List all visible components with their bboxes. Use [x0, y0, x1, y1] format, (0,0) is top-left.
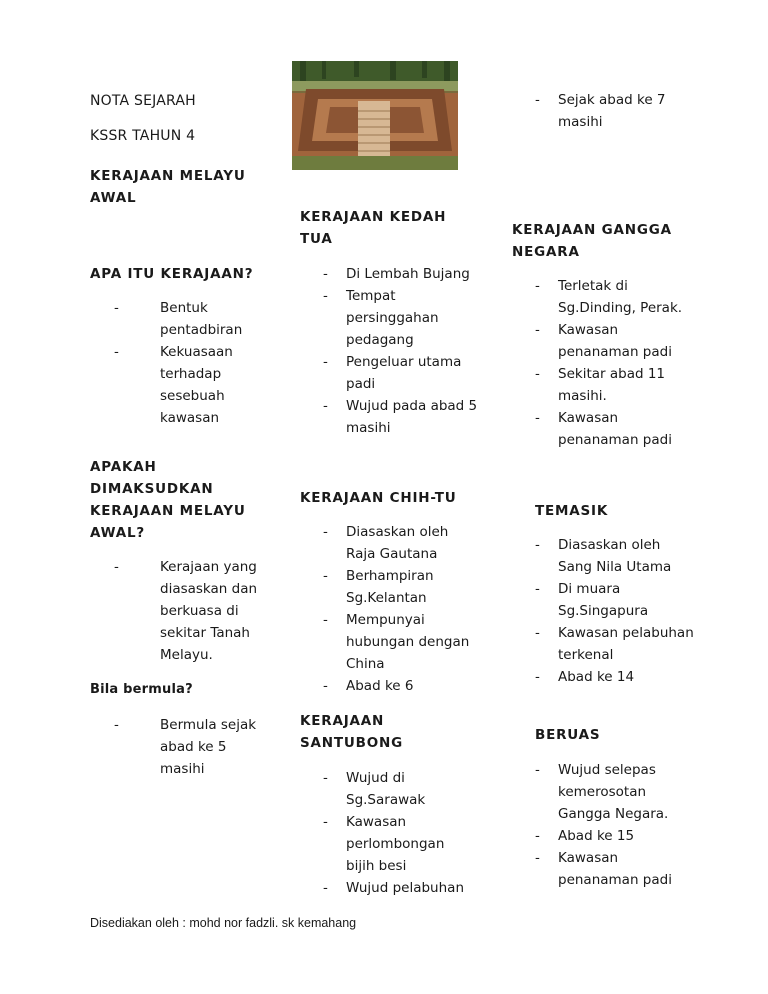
list-item: - Sejak abad ke 7 masihi: [535, 89, 685, 133]
list-item: - Sekitar abad 11 masihi.: [535, 363, 695, 407]
list-item: - Di Lembah Bujang: [323, 263, 483, 285]
heading-temasik: TEMASIK: [535, 503, 609, 519]
heading-bila-bermula: Bila bermula?: [90, 682, 193, 697]
list-item: - Kawasan penanaman padi: [535, 319, 695, 363]
list-item: - Bermula sejak abad ke 5 masihi: [114, 714, 274, 780]
list-gangga-negara: [535, 275, 695, 451]
list-bila-bermula: [114, 714, 274, 780]
document-title: NOTA SEJARAH: [90, 93, 196, 109]
list-temasik: [535, 534, 695, 688]
list-kedah-tua: [323, 263, 483, 439]
list-item: - Wujud pada abad 5 masihi: [323, 395, 483, 439]
list-item: - Kekuasaan terhadap sesebuah kawasan: [114, 341, 282, 429]
list-item: - Berhampiran Sg.Kelantan: [323, 565, 473, 609]
list-item: - Kawasan penanaman padi: [535, 847, 695, 891]
list-item: - Di muara Sg.Singapura: [535, 578, 695, 622]
list-item: - Kawasan pelabuhan terkenal: [535, 622, 695, 666]
list-apa-itu-kerajaan: [114, 297, 282, 429]
list-beruas: [535, 759, 695, 891]
list-item: - Diasaskan oleh Sang Nila Utama: [535, 534, 695, 578]
list-item: - Wujud pelabuhan: [323, 877, 473, 899]
list-item: - Abad ke 14: [535, 666, 695, 688]
list-item: - Mempunyai hubungan dengan China: [323, 609, 473, 675]
heading-kerajaan-chih-tu: KERAJAAN CHIH-TU: [300, 490, 457, 506]
list-santubong: [323, 767, 473, 899]
heading-apakah-dimaksudkan: APAKAH DIMAKSUDKAN KERAJAAN MELAYU AWAL?: [90, 459, 246, 541]
list-item: - Tempat persinggahan pedagang: [323, 285, 483, 351]
list-item: - Abad ke 6: [323, 675, 473, 697]
list-chih-tu: [323, 521, 473, 697]
list-item: - Kerajaan yang diasaskan dan berkuasa di sekitar Tanah Melayu.: [114, 556, 274, 666]
list-item: - Wujud selepas kemerosotan Gangga Negara.: [535, 759, 695, 825]
list-item: - Wujud di Sg.Sarawak: [323, 767, 473, 811]
heading-apa-itu-kerajaan: APA ITU KERAJAAN?: [90, 266, 254, 282]
document-subtitle: KSSR TAHUN 4: [90, 128, 196, 144]
heading-kerajaan-santubong: KERAJAAN SANTUBONG: [300, 713, 403, 751]
heading-beruas: BERUAS: [535, 727, 601, 743]
heading-kerajaan-kedah-tua: KERAJAAN KEDAH TUA: [300, 209, 447, 247]
list-item: - Kawasan penanaman padi: [535, 407, 695, 451]
list-item: - Abad ke 15: [535, 825, 695, 847]
heading-kerajaan-melayu-awal: KERAJAAN MELAYU AWAL: [90, 168, 246, 206]
list-item: - Pengeluar utama padi: [323, 351, 483, 395]
list-item: - Bentuk pentadbiran: [114, 297, 282, 341]
list-dimaksudkan: [114, 556, 274, 666]
temple-ruins-photo: [292, 61, 458, 170]
list-item: - Kawasan perlombongan bijih besi: [323, 811, 473, 877]
list-top-col3: [535, 89, 685, 133]
list-item: - Diasaskan oleh Raja Gautana: [323, 521, 473, 565]
list-item: - Terletak di Sg.Dinding, Perak.: [535, 275, 695, 319]
heading-kerajaan-gangga-negara: KERAJAAN GANGGA NEGARA: [512, 222, 672, 260]
footer-credit: Disediakan oleh : mohd nor fadzli. sk kemahang: [90, 916, 357, 930]
